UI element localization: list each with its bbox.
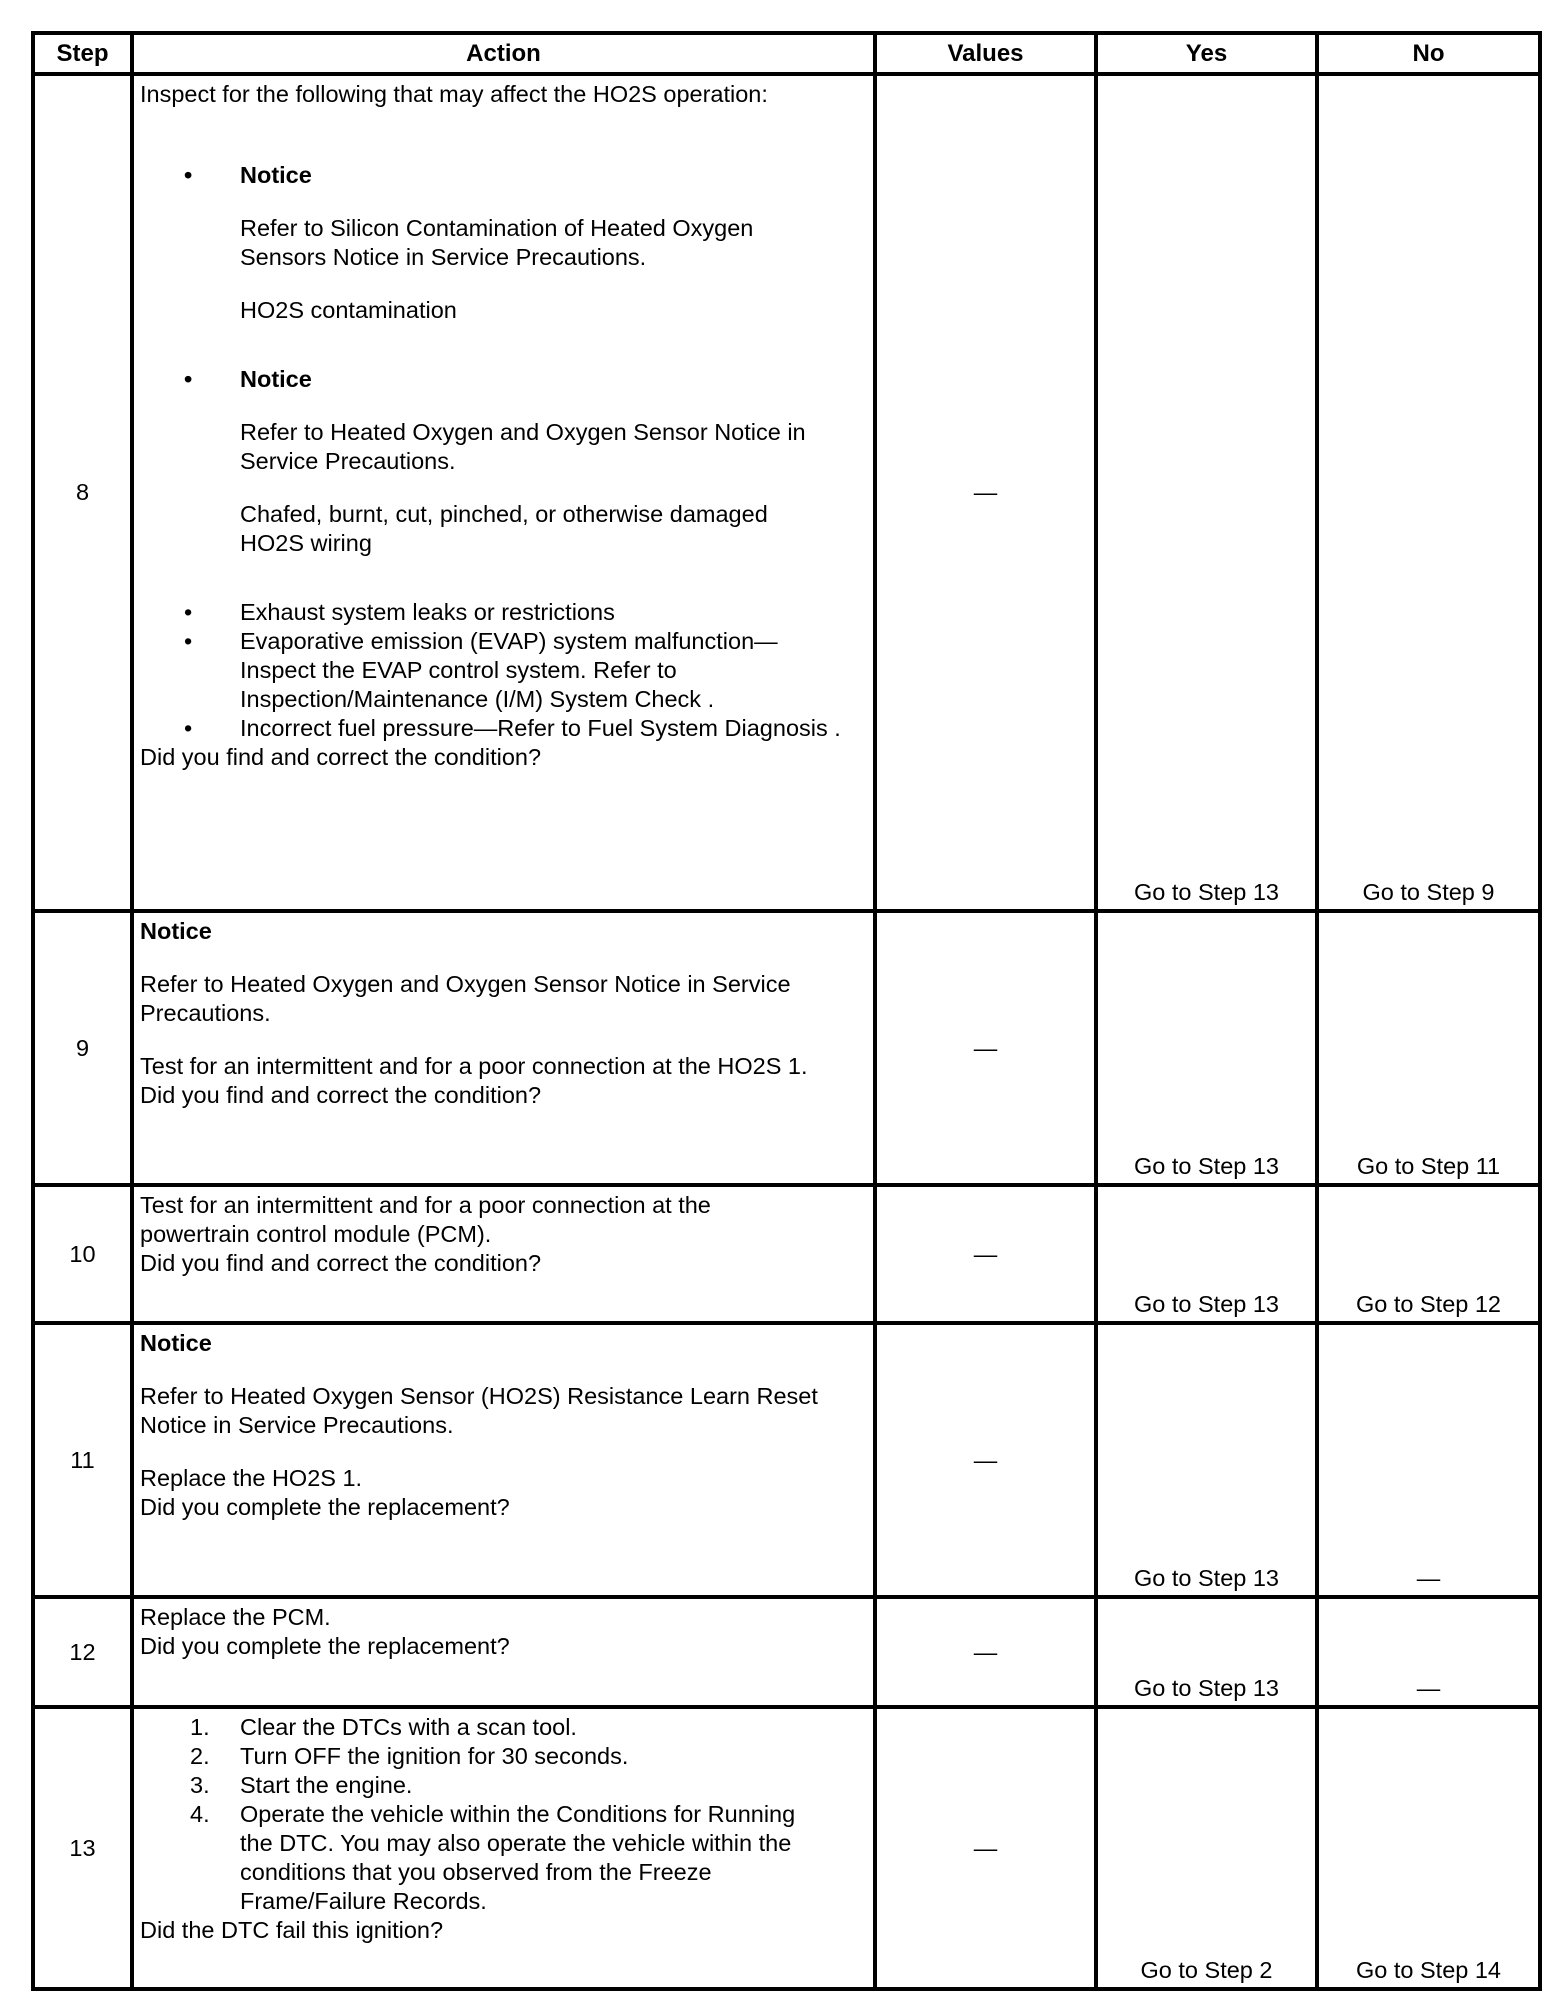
action-text: Test for an intermittent and for a poor connection at the powertrain control module (PCM).	[140, 1192, 711, 1247]
values-cell: —	[875, 1323, 1096, 1597]
header-row	[33, 33, 1540, 74]
step-number: 12	[33, 1597, 132, 1707]
yes-cell: Go to Step 13	[1096, 1323, 1317, 1597]
bullet-icon: •	[184, 715, 193, 741]
inspect-item: Incorrect fuel pressure—Refer to Fuel System Diagnosis .	[240, 715, 841, 741]
list-item: Turn OFF the ignition for 30 seconds.	[240, 1743, 629, 1769]
inspect-item: Exhaust system leaks or restrictions	[240, 599, 615, 625]
values-cell: —	[875, 1597, 1096, 1707]
yes-cell: Go to Step 13	[1096, 1597, 1317, 1707]
bullet-icon: •	[184, 599, 193, 625]
action-text: Replace the PCM.	[140, 1604, 331, 1630]
header-step: Step	[33, 33, 132, 74]
table-row	[33, 1323, 1540, 1597]
no-cell: Go to Step 11	[1317, 911, 1540, 1185]
notice-label: Notice	[240, 366, 312, 392]
list-item: Clear the DTCs with a scan tool.	[240, 1714, 577, 1740]
yes-cell: Go to Step 13	[1096, 911, 1317, 1185]
action-question: Did you complete the replacement?	[140, 1633, 510, 1659]
list-item: Start the engine.	[240, 1772, 413, 1798]
diagnostic-table	[31, 31, 1542, 1991]
inspect-item: Chafed, burnt, cut, pinched, or otherwise damaged HO2S wiring	[240, 501, 768, 556]
notice-text: Refer to Heated Oxygen and Oxygen Sensor Notice in Service Precautions.	[240, 419, 806, 474]
step-number: 11	[33, 1323, 132, 1597]
values-cell: —	[875, 1707, 1096, 1989]
header-no: No	[1317, 33, 1540, 74]
action-cell	[132, 1323, 875, 1597]
step-number: 8	[33, 74, 132, 911]
inspect-item: Evaporative emission (EVAP) system malfunction—Inspect the EVAP control system. Refer to Inspection/Maintenance (I/M) System Check .	[240, 628, 778, 712]
table-row	[33, 1597, 1540, 1707]
inspect-item: HO2S contamination	[240, 297, 457, 323]
header-values: Values	[875, 33, 1096, 74]
table-row	[33, 74, 1540, 911]
action-cell	[132, 74, 875, 911]
no-cell: Go to Step 9	[1317, 74, 1540, 911]
yes-cell: Go to Step 2	[1096, 1707, 1317, 1989]
action-intro: Inspect for the following that may affect the HO2S operation:	[140, 81, 768, 107]
notice-text: Refer to Silicon Contamination of Heated Oxygen Sensors Notice in Service Precautions.	[240, 215, 754, 270]
notice-text: Refer to Heated Oxygen and Oxygen Sensor Notice in Service Precautions.	[140, 971, 791, 1026]
list-number: 1.	[190, 1714, 210, 1740]
notice-label: Notice	[140, 1330, 212, 1356]
no-cell: Go to Step 12	[1317, 1185, 1540, 1323]
action-cell	[132, 1185, 875, 1323]
action-text: Replace the HO2S 1.	[140, 1465, 363, 1491]
action-cell	[132, 1597, 875, 1707]
list-number: 3.	[190, 1772, 210, 1798]
step-number: 10	[33, 1185, 132, 1323]
notice-text: Refer to Heated Oxygen Sensor (HO2S) Resistance Learn Reset Notice in Service Precautions.	[140, 1383, 818, 1438]
step-number: 13	[33, 1707, 132, 1989]
action-cell	[132, 911, 875, 1185]
header-action: Action	[132, 33, 875, 74]
no-cell: —	[1317, 1597, 1540, 1707]
table-row	[33, 1185, 1540, 1323]
bullet-icon: •	[184, 162, 193, 188]
action-question: Did you find and correct the condition?	[140, 1082, 542, 1108]
no-cell: —	[1317, 1323, 1540, 1597]
action-cell	[132, 1707, 875, 1989]
values-cell: —	[875, 1185, 1096, 1323]
list-number: 2.	[190, 1743, 210, 1769]
action-question: Did you complete the replacement?	[140, 1494, 510, 1520]
action-question: Did you find and correct the condition?	[140, 1250, 542, 1276]
values-cell: —	[875, 911, 1096, 1185]
table-row	[33, 1707, 1540, 1989]
no-cell: Go to Step 14	[1317, 1707, 1540, 1989]
action-question: Did you find and correct the condition?	[140, 744, 542, 770]
table-row	[33, 911, 1540, 1185]
list-item: Operate the vehicle within the Conditions for Running the DTC. You may also operate the vehicle within the conditions that you observed from the Freeze Frame/Failure Records.	[240, 1801, 796, 1914]
yes-cell: Go to Step 13	[1096, 1185, 1317, 1323]
header-yes: Yes	[1096, 33, 1317, 74]
notice-label: Notice	[140, 918, 212, 944]
bullet-icon: •	[184, 366, 193, 392]
step-number: 9	[33, 911, 132, 1185]
action-question: Did the DTC fail this ignition?	[140, 1917, 444, 1943]
bullet-icon: •	[184, 628, 193, 654]
action-text: Test for an intermittent and for a poor connection at the HO2S 1.	[140, 1053, 808, 1079]
values-cell: —	[875, 74, 1096, 911]
yes-cell: Go to Step 13	[1096, 74, 1317, 911]
list-number: 4.	[190, 1801, 210, 1827]
notice-label: Notice	[240, 162, 312, 188]
